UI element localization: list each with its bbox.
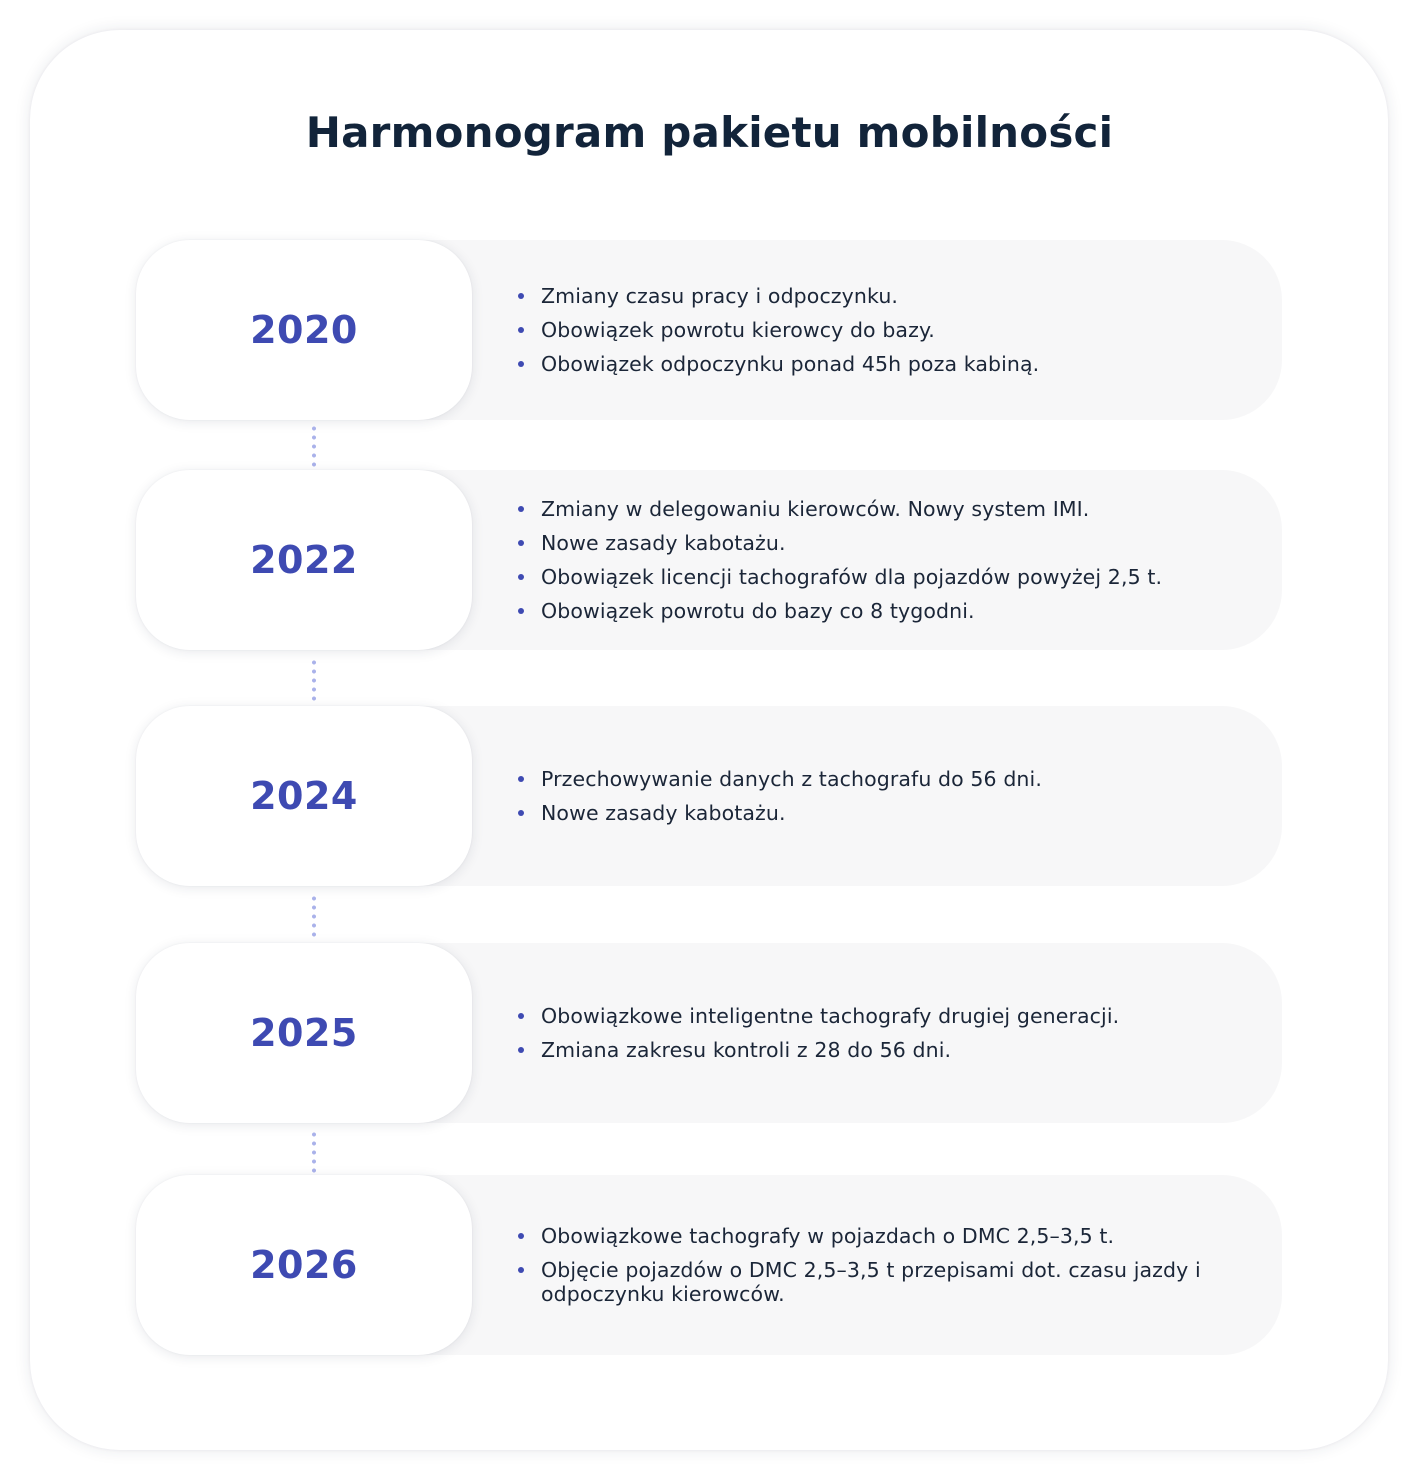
change-list (518, 1175, 1238, 1355)
timeline-connector (312, 892, 316, 940)
bullet-icon (518, 293, 524, 299)
year-label: 2026 (250, 1243, 358, 1287)
change-list (518, 706, 1238, 886)
timeline-row-2026 (136, 1175, 1282, 1355)
year-box (136, 470, 472, 650)
year-label: 2022 (250, 538, 358, 582)
year-box (136, 240, 472, 420)
bullet-icon (518, 506, 524, 512)
list-item-text: Obowiązek powrotu do bazy co 8 tygodni. (541, 599, 975, 623)
bullet-icon (518, 540, 524, 546)
list-item (518, 599, 1238, 623)
list-item (518, 284, 1238, 308)
list-item-text: Obowiązek licencji tachografów dla pojazdów powyżej 2,5 t. (541, 565, 1163, 589)
bullet-icon (518, 361, 524, 367)
list-item (518, 497, 1238, 521)
list-item (518, 531, 1238, 555)
timeline-connector (312, 1128, 316, 1176)
list-item (518, 801, 1238, 825)
list-item-text: Obowiązek powrotu kierowcy do bazy. (541, 318, 935, 342)
bullet-icon (518, 608, 524, 614)
bullet-icon (518, 1047, 524, 1053)
bullet-icon (518, 1267, 524, 1273)
bullet-icon (518, 1233, 524, 1239)
list-item (518, 352, 1238, 376)
change-list (518, 240, 1238, 420)
bullet-icon (518, 1013, 524, 1019)
timeline-connector (312, 422, 316, 470)
list-item-text: Objęcie pojazdów o DMC 2,5–3,5 t przepisami dot. czasu jazdy i odpoczynku kierowców. (541, 1258, 1201, 1306)
list-item-text: Zmiany czasu pracy i odpoczynku. (541, 284, 899, 308)
page-title: Harmonogram pakietu mobilności (305, 108, 1114, 157)
list-item-text: Zmiany w delegowaniu kierowców. Nowy system IMI. (541, 497, 1090, 521)
list-item-text: Zmiana zakresu kontroli z 28 do 56 dni. (541, 1038, 952, 1062)
change-list (518, 943, 1238, 1123)
timeline-row-2022 (136, 470, 1282, 650)
list-item-text: Obowiązek odpoczynku ponad 45h poza kabiną. (541, 352, 1040, 376)
list-item (518, 1004, 1238, 1028)
year-box (136, 943, 472, 1123)
list-item (518, 318, 1238, 342)
bullet-icon (518, 574, 524, 580)
timeline-row-2024 (136, 706, 1282, 886)
list-item-text: Przechowywanie danych z tachografu do 56 dni. (541, 767, 1042, 791)
bullet-icon (518, 810, 524, 816)
list-item (518, 1038, 1238, 1062)
list-item (518, 1224, 1238, 1248)
year-box (136, 1175, 472, 1355)
bullet-icon (518, 327, 524, 333)
list-item (518, 1258, 1238, 1306)
year-box (136, 706, 472, 886)
timeline-connector (312, 656, 316, 704)
bullet-icon (518, 776, 524, 782)
timeline-row-2025 (136, 943, 1282, 1123)
list-item (518, 565, 1238, 589)
year-label: 2024 (250, 774, 358, 818)
list-item (518, 767, 1238, 791)
year-label: 2025 (250, 1011, 358, 1055)
change-list (518, 470, 1238, 650)
list-item-text: Obowiązkowe tachografy w pojazdach o DMC 2,5–3,5 t. (541, 1224, 1115, 1248)
list-item-text: Obowiązkowe inteligentne tachografy drugiej generacji. (541, 1004, 1120, 1028)
list-item-text: Nowe zasady kabotażu. (541, 531, 786, 555)
list-item-text: Nowe zasady kabotażu. (541, 801, 786, 825)
year-label: 2020 (250, 308, 358, 352)
timeline-row-2020 (136, 240, 1282, 420)
